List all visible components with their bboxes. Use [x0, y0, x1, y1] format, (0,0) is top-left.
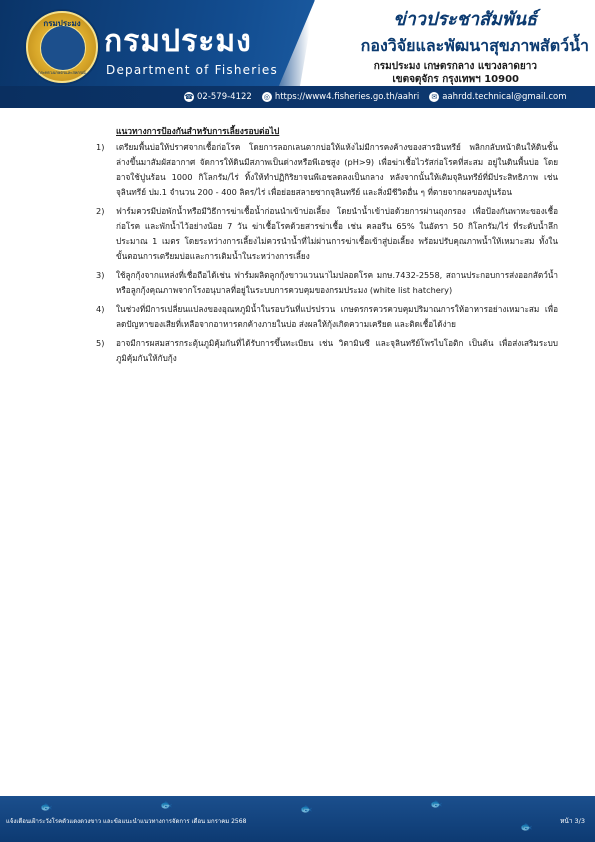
item-text: อาจมีการผสมสารกระตุ้นภูมิคุ้มกันที่ได้รับการขึ้นทะเบียน เช่น วิตามินซี และจุลินทรีย์โพรไบโอติก เป็นต้น เพื่อส่งเสริมระบบภูมิคุ้มกันให้กับกุ้ง	[116, 338, 558, 363]
list-item	[96, 268, 558, 298]
footer-text: แจ้งเตือนเฝ้าระวังโรคตัวแดงดวงขาว และข้อแนะนำแนวทางการจัดการ เดือน มกราคม 2568	[6, 818, 247, 825]
item-number: 2)	[96, 206, 105, 216]
item-text: ฟาร์มควรมีบ่อพักน้ำหรือมีวิธีการฆ่าเชื้อน้ำก่อนนำเข้าบ่อเลี้ยง โดยนำน้ำเข้าบ่อด้วยการผ่านถุงกรอง เพื่อป้องกันพาหะของเชื้อก่อโรค และพักน้ำไว้อย่างน้อย 7 วัน ฆ่าเชื้อโรคด้วยสารฆ่าเชื้อ เช่น คลอรีน 65% ในอัตรา 50 กิโลกรัม/ไร่ ที่ระดับน้ำลึกประมาณ 1 เมตร โดยระหว่างการเลี้ยงไม่ควรนำน้ำที่ไม่ผ่านการฆ่าเชื้อเข้าสู่บ่อเลี้ยง พร้อมปรับคุณภาพน้ำให้เหมาะสม ทั้งในขั้นตอนการเตรียมบ่อและการเติมน้ำในระหว่างการเลี้ยง	[116, 206, 558, 261]
fish-icon: 🐟	[40, 802, 53, 813]
seal-emblem-icon	[40, 25, 86, 71]
list-item	[96, 336, 558, 366]
org-name-english: Department of Fisheries	[106, 63, 278, 77]
fish-icon: 🐟	[520, 822, 533, 833]
contact-row	[184, 90, 594, 104]
item-number: 3)	[96, 270, 105, 280]
contact-website[interactable]	[262, 92, 419, 102]
item-text: ใช้ลูกกุ้งจากแหล่งที่เชื่อถือได้เช่น ฟาร์มผลิตลูกกุ้งขาวแวนนาไมปลอดโรค มกษ.7432-2558, สถานประกอบการส่งออกสัตว์น้ำ หรือลูกกุ้งคุณภาพจากโรงอนุบาลที่อยู่ในระบบการควบคุมของกรมประมง (white list hatchery)	[116, 270, 558, 295]
website-link[interactable]: https://www4.fisheries.go.th/aahri	[274, 92, 420, 102]
seal-text: กรมประมง	[43, 19, 81, 28]
division-name: กองวิจัยและพัฒนาสุขภาพสัตว์น้ำ	[360, 36, 589, 55]
contact-phone	[184, 92, 252, 102]
news-title: ข่าวประชาสัมพันธ์	[393, 9, 537, 30]
globe-icon: ◎	[263, 93, 270, 101]
address-line-1: กรมประมง เกษตรกลาง แขวงลาดยาว	[373, 61, 537, 72]
org-name-thai: กรมประมง	[104, 24, 252, 59]
phone-text: 02-579-4122	[197, 92, 252, 102]
email-icon: ✉	[429, 92, 439, 102]
fish-icon: 🐟	[430, 799, 443, 810]
item-number: 4)	[96, 304, 105, 314]
seal-subtext: กระทรวงเกษตรและสหกรณ์	[38, 70, 86, 75]
department-seal-logo	[26, 11, 98, 83]
address-line-2: เขตจตุจักร กรุงเทพฯ 10900	[392, 74, 519, 85]
phone-icon: ☎	[184, 93, 194, 101]
contact-email[interactable]	[429, 92, 566, 102]
fish-icon: 🐟	[160, 800, 173, 811]
page-number: หน้า 3/3	[560, 817, 585, 825]
item-number: 5)	[96, 338, 105, 348]
email-link[interactable]: aahrdd.technical@gmail.com	[442, 92, 567, 102]
fish-icon: 🐟	[300, 804, 313, 815]
item-text: ในช่วงที่มีการเปลี่ยนแปลงของอุณหภูมิน้ำในรอบวันที่แปรปรวน เกษตรกรควรควบคุมปริมาณการให้อาหารอย่างเหมาะสม เพื่อลดปัญหาของเสียที่เหลือจากอาหารตกค้างภายในบ่อ ส่งผลให้กุ้งเกิดความเครียด และติดเชื้อได้ง่าย	[116, 304, 558, 329]
guideline-list	[96, 140, 558, 370]
item-number: 1)	[96, 142, 105, 152]
section-title: แนวทางการป้องกันสำหรับการเลี้ยงรอบต่อไป	[116, 127, 280, 137]
item-text: เตรียมพื้นบ่อให้ปราศจากเชื้อก่อโรค โดยการลอกเลนตากบ่อให้แห้งไม่มีการคงค้างของสารอินทรีย์ พลิกกลับหน้าดินให้ดินชั้นล่างขึ้นมาสัมผัสอากาศ จัดการให้ดินมีสภาพเป็นด่างหรือพีเอชสูง (pH>9) เพื่อฆ่าเชื้อไวรัสก่อโรคที่สะสม อยู่ในดินพื้นบ่อ โดยอาจใช้ปูนร้อน 1000 กิโลกรัม/ไร่ ทิ้งให้ทำปฏิกิริยาจนพีเอชลดลงเป็นกลาง หลังจากนั้นให้เติมจุลินทรีย์ที่มีประสิทธิภาพ เช่น จุลินทรีย์ ปม.1 จำนวน 200 - 400 ลิตร/ไร่ เพื่อย่อยสลายซากจุลินทรีย์ และสิ่งมีชีวิตอื่น ๆ ที่ตายจากผลของปูนร้อน	[116, 142, 558, 197]
list-item	[96, 204, 558, 264]
list-item	[96, 302, 558, 332]
list-item	[96, 140, 558, 200]
